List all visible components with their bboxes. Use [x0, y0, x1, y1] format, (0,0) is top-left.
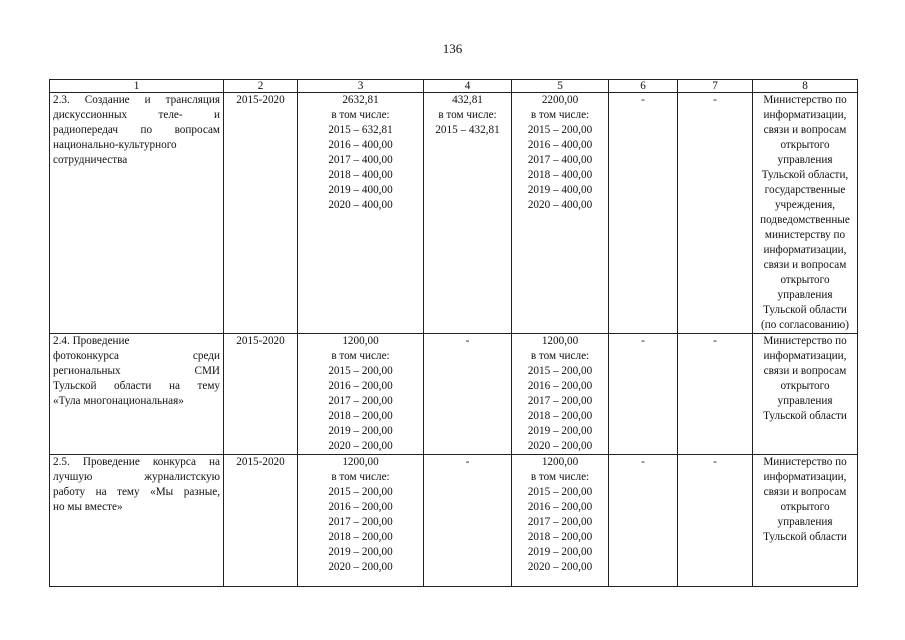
funding-line: 2018 – 200,00 [527, 410, 593, 422]
responsible-line: связи и вопросам [763, 259, 847, 271]
funding-line: 2018 – 400,00 [527, 169, 593, 181]
funding-line: 2632,81 [342, 94, 379, 106]
responsible-line: Тульской области [763, 410, 847, 422]
activity-title-line: лучшую журналистскую [53, 471, 220, 483]
funding-line: 2015 – 632,81 [328, 124, 393, 136]
responsible-line: Министерство по [763, 94, 847, 106]
total-funding-cell [298, 455, 424, 587]
responsible-line: (по согласованию) [761, 319, 849, 331]
funding-line: 2020 – 400,00 [527, 199, 593, 211]
funding-line: 2017 – 200,00 [328, 516, 393, 528]
funding-line: в том числе: [530, 109, 590, 121]
funding-line: 2016 – 200,00 [527, 380, 593, 392]
total-funding-cell [298, 334, 424, 455]
funding-line: 2015 – 200,00 [527, 365, 593, 377]
table-row [50, 334, 858, 455]
funding-line: 1200,00 [541, 456, 579, 468]
funding-line: в том числе: [331, 471, 390, 483]
column-header: 5 [512, 80, 609, 93]
funding-line: 1200,00 [342, 456, 379, 468]
activity-title-cell [50, 455, 224, 587]
responsible-line: информатизации, [763, 244, 847, 256]
funding-line: 2017 – 200,00 [527, 395, 593, 407]
activity-title-line: сотрудничества [53, 154, 128, 166]
funding-line: 2016 – 200,00 [328, 380, 393, 392]
funding-line: в том числе: [331, 109, 390, 121]
column-header: 2 [224, 80, 298, 93]
responsible-line: Тульской области, [761, 169, 849, 181]
funding-line: 2017 – 200,00 [328, 395, 393, 407]
program-activities-table [49, 79, 858, 587]
responsible-line: Тульской области [763, 304, 847, 316]
funding-line: 1200,00 [541, 335, 579, 347]
responsible-line: государственные [764, 184, 846, 196]
funding-line: 2019 – 200,00 [328, 425, 393, 437]
table-row [50, 93, 858, 334]
responsible-line: информатизации, [763, 350, 847, 362]
funding-line: 2020 – 400,00 [328, 199, 393, 211]
funding-line: 2020 – 200,00 [527, 440, 593, 452]
funding-line: 2016 – 200,00 [328, 501, 393, 513]
funding-line: 2016 – 400,00 [328, 139, 393, 151]
funding-line: 2017 – 400,00 [527, 154, 593, 166]
funding-line: 2018 – 200,00 [328, 531, 393, 543]
table-header-row [50, 80, 858, 93]
funding-line: 2015 – 432,81 [435, 124, 500, 136]
column-header: 3 [298, 80, 424, 93]
funding-line: 2019 – 200,00 [527, 425, 593, 437]
funding-line: 2020 – 200,00 [328, 561, 393, 573]
funding-line: 2016 – 200,00 [527, 501, 593, 513]
responsible-line: Тульской области [763, 531, 847, 543]
funding-line: 2015 – 200,00 [527, 486, 593, 498]
table-row [50, 455, 858, 587]
col6-cell: - [609, 334, 678, 455]
responsible-line: подведомственные [760, 214, 850, 226]
responsible-line: открытого [780, 380, 830, 392]
column-header: 6 [609, 80, 678, 93]
responsible-line: информатизации, [763, 471, 847, 483]
activity-title-line: работу на тему «Мы разные, [53, 486, 220, 498]
responsible-line: Министерство по [763, 456, 847, 468]
activity-title-line: региональных СМИ [53, 365, 220, 377]
funding-line: 2015 – 200,00 [328, 486, 393, 498]
responsible-line: министерству по [764, 229, 846, 241]
responsible-cell [753, 455, 858, 587]
funding-line: 2016 – 400,00 [527, 139, 593, 151]
funding-line: 2200,00 [541, 94, 579, 106]
responsible-line: открытого [780, 274, 830, 286]
period-cell: 2015-2020 [224, 334, 298, 455]
col6-cell: - [609, 455, 678, 587]
funding-line: в том числе: [530, 471, 590, 483]
responsible-line: управления [777, 154, 833, 166]
activity-title-cell [50, 334, 224, 455]
funding-line: - [465, 335, 470, 347]
col5-funding-cell [512, 93, 609, 334]
col6-cell: - [609, 93, 678, 334]
funding-line: 2018 – 400,00 [328, 169, 393, 181]
funding-line: 2017 – 400,00 [328, 154, 393, 166]
column-header: 1 [50, 80, 224, 93]
activity-title-line: но мы вместе» [53, 501, 123, 513]
funding-line: в том числе: [530, 350, 590, 362]
column-header: 7 [678, 80, 753, 93]
activity-title-line: дискуссионных теле- и [53, 109, 220, 121]
activity-title-line: радиопередач по вопросам [53, 124, 220, 136]
responsible-line: учреждения, [774, 199, 836, 211]
responsible-cell [753, 334, 858, 455]
responsible-line: открытого [780, 139, 830, 151]
funding-line: 2019 – 200,00 [527, 546, 593, 558]
page-number: 136 [442, 41, 463, 56]
responsible-cell [753, 93, 858, 334]
responsible-line: управления [777, 289, 833, 301]
funding-line: 1200,00 [342, 335, 379, 347]
funding-line: 2019 – 400,00 [328, 184, 393, 196]
funding-line: - [465, 456, 470, 468]
funding-line: 2015 – 200,00 [527, 124, 593, 136]
funding-line: 2019 – 400,00 [527, 184, 593, 196]
funding-line: 2019 – 200,00 [328, 546, 393, 558]
col7-cell: - [678, 334, 753, 455]
col5-funding-cell [512, 455, 609, 587]
activity-title-cell [50, 93, 224, 334]
funding-line: 2020 – 200,00 [527, 561, 593, 573]
funding-line: в том числе: [438, 109, 497, 121]
col4-funding-cell [424, 455, 512, 587]
funding-line: в том числе: [331, 350, 390, 362]
activity-title-line: Тульской области на тему [53, 380, 220, 392]
activity-title-line: национально-культурного [53, 139, 177, 151]
period-cell: 2015-2020 [224, 455, 298, 587]
column-header: 4 [424, 80, 512, 93]
responsible-line: связи и вопросам [763, 124, 847, 136]
funding-line: 2017 – 200,00 [527, 516, 593, 528]
funding-line: 2018 – 200,00 [527, 531, 593, 543]
responsible-line: Министерство по [763, 335, 847, 347]
period-cell: 2015-2020 [224, 93, 298, 334]
col5-funding-cell [512, 334, 609, 455]
activity-title-line: «Тула многонациональная» [53, 395, 184, 407]
activity-title-line: фотоконкурса среди [53, 350, 220, 362]
col4-funding-cell [424, 334, 512, 455]
responsible-line: связи и вопросам [763, 365, 847, 377]
funding-line: 2015 – 200,00 [328, 365, 393, 377]
total-funding-cell [298, 93, 424, 334]
activity-title-line: 2.3. Создание и трансляция [53, 94, 220, 106]
col7-cell: - [678, 455, 753, 587]
activity-title-line: 2.5. Проведение конкурса на [53, 456, 220, 468]
funding-line: 2020 – 200,00 [328, 440, 393, 452]
funding-line: 432,81 [452, 94, 483, 106]
col7-cell: - [678, 93, 753, 334]
funding-line: 2018 – 200,00 [328, 410, 393, 422]
responsible-line: управления [777, 395, 833, 407]
responsible-line: связи и вопросам [763, 486, 847, 498]
activity-title-line: 2.4. Проведение [53, 335, 130, 347]
responsible-line: управления [777, 516, 833, 528]
col4-funding-cell [424, 93, 512, 334]
column-header: 8 [753, 80, 858, 93]
responsible-line: открытого [780, 501, 830, 513]
responsible-line: информатизации, [763, 109, 847, 121]
